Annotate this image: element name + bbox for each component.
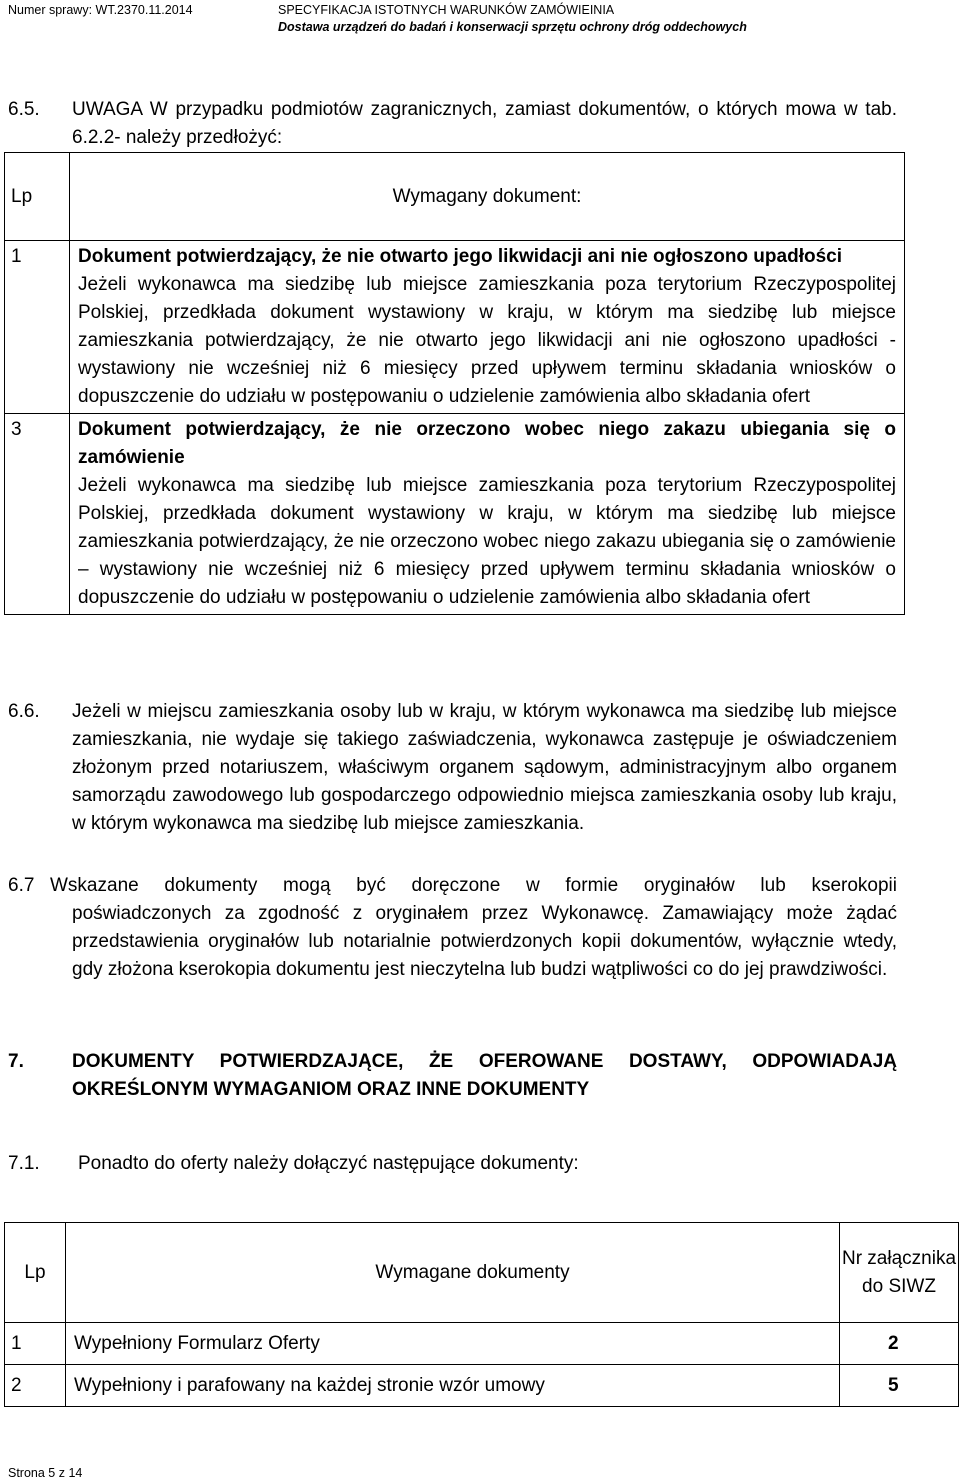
table-header-document: Wymagany dokument: (70, 153, 905, 241)
table-row-document: Wypełniony i parafowany na każdej stronie wzór umowy (66, 1365, 840, 1407)
table-header-documents-label: Wymagane dokumenty (375, 1261, 570, 1283)
table-header-attachment-nr: Nr załącznika do SIWZ (840, 1223, 959, 1323)
table-row (5, 1365, 959, 1407)
table-header-lp: Lp (5, 153, 70, 241)
section-7-title: DOKUMENTY POTWIERDZAJĄCE, ŻE OFEROWANE DOSTAWY, ODPOWIADAJĄ OKREŚLONYM WYMAGANIOM ORAZ INNE DOKUMENTY (72, 1051, 897, 1100)
section-7-1-number: 7.1. (8, 1153, 40, 1174)
section-6-7-text-rest: poświadczonych za zgodność z oryginałem przez Wykonawcę. Zamawiający może żądać przedstawienia oryginałów lub notarialnie potwierdzonych kopii dokumentów, wyłącznie wtedy, gdy złożona kserokopia dokumentu jest nieczytelna lub budzi wątpliwości co do jej prawdziwości. (72, 903, 897, 980)
table-row (5, 414, 905, 615)
section-6-6-number: 6.6. (8, 701, 40, 722)
section-6-7-text-first: Wskazane dokumenty mogą być doręczone w formie oryginałów lub kserokopii (50, 875, 897, 896)
table-row (5, 241, 905, 414)
section-7-number: 7. (8, 1051, 24, 1072)
table-header-lp: Lp (5, 1223, 66, 1323)
table-row (5, 1323, 959, 1365)
spec-title: SPECYFIKACJA ISTOTNYCH WARUNKÓW ZAMÓWIEINIA (278, 3, 615, 17)
table-row-body: Jeżeli wykonawca ma siedzibę lub miejsce zamieszkania poza terytorium Rzeczypospolitej Polskiej, przedkłada dokument wystawiony w kraju, w którym ma siedzibę lub miejsce zamieszkania potwierdzający, że nie otwarto jego likwidacji ani nie ogłoszono upadłości - wystawiony nie wcześniej niż 6 miesięcy przed upływem terminu składania wniosków o dopuszczenie do udziału w postępowaniu o udzielenie zamówienia albo składania ofert (78, 274, 896, 407)
table-row-lp: 3 (5, 414, 70, 615)
table-row-attachment-nr: 5 (840, 1365, 959, 1407)
section-6-5-number: 6.5. (8, 99, 40, 120)
table-header-documents (66, 1223, 840, 1323)
table-row-content (70, 241, 905, 414)
foreign-documents-table (4, 152, 905, 615)
table-row-lp: 1 (5, 241, 70, 414)
table-row-title: Dokument potwierdzający, że nie otwarto jego likwidacji ani nie ogłoszono upadłości (78, 246, 842, 267)
table-row-lp: 1 (5, 1323, 66, 1365)
table-row-body: Jeżeli wykonawca ma siedzibę lub miejsce zamieszkania poza terytorium Rzeczypospolitej Polskiej, przedkłada dokument wystawiony w kraju, w którym ma siedzibę lub miejsce zamieszkania potwierdzający, że nie orzeczono wobec niego zakazu ubiegania się o zamówienie – wystawiony nie wcześniej niż 6 miesięcy przed upływem terminu składania wniosków o dopuszczenie do udziału w postępowaniu o udzielenie zamówienia albo składania ofert (78, 475, 896, 608)
table-row-lp: 2 (5, 1365, 66, 1407)
section-6-6-text: Jeżeli w miejscu zamieszkania osoby lub w kraju, w którym wykonawca ma siedzibę lub miejsce zamieszkania, nie wydaje się takiego zaświadczenia, wykonawca zastępuje je oświadczeniem złożonym przed notariuszem, właściwym organem sądowym, administracyjnym albo organem samorządu zawodowego lub gospodarczego odpowiednio miejsca zamieszkania osoby lub kraju, w którym wykonawca ma siedzibę lub miejsce zamieszkania. (72, 701, 897, 834)
section-6-5-text: UWAGA W przypadku podmiotów zagranicznych, zamiast dokumentów, o których mowa w tab. 6.2.2- należy przedłożyć: (72, 99, 897, 148)
page-number: Strona 5 z 14 (8, 1466, 83, 1480)
case-number: Numer sprawy: WT.2370.11.2014 (8, 3, 193, 17)
table-row-attachment-nr: 2 (840, 1323, 959, 1365)
table-header-row (5, 1223, 959, 1323)
table-header-row (5, 153, 905, 241)
section-6-7-number: 6.7 (8, 875, 35, 896)
section-7-1-text: Ponadto do oferty należy dołączyć następujące dokumenty: (78, 1153, 579, 1174)
subject-title: Dostawa urządzeń do badań i konserwacji sprzętu ochrony dróg oddechowych (278, 20, 747, 34)
required-documents-table (4, 1222, 959, 1407)
table-row-content (70, 414, 905, 615)
table-row-title: Dokument potwierdzający, że nie orzeczono wobec niego zakazu ubiegania się o zamówienie (78, 419, 896, 468)
table-row-document: Wypełniony Formularz Oferty (66, 1323, 840, 1365)
